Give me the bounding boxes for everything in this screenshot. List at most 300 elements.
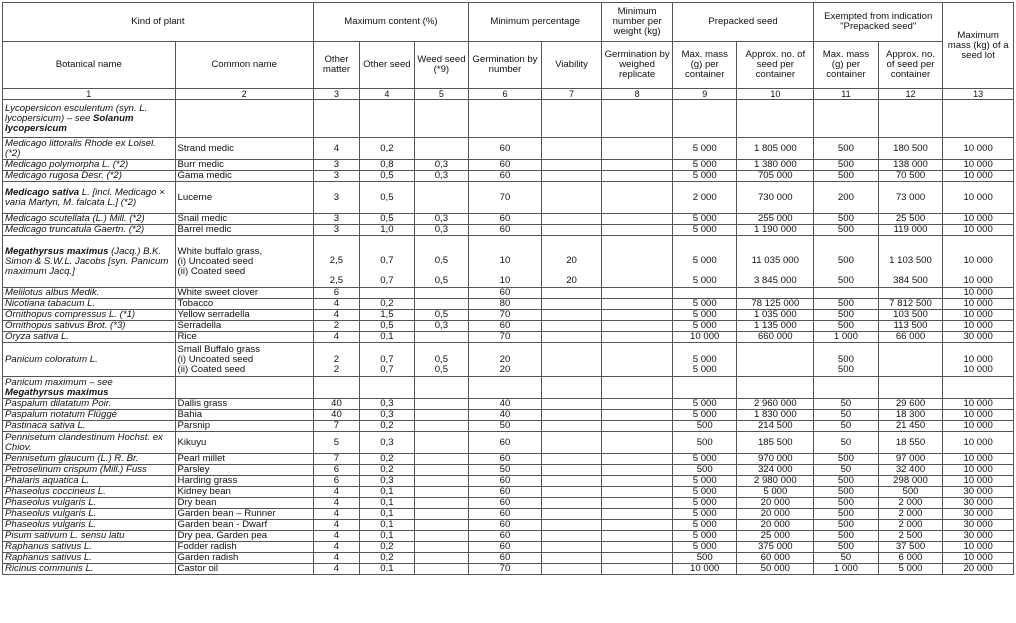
prepacked-approx-cell [737, 100, 814, 138]
max-mass-lot: 10 000 [963, 213, 993, 224]
germination-number: 70 [499, 331, 511, 342]
prepacked-max-mass: 10 000 [690, 331, 720, 342]
table-row [3, 476, 1014, 487]
prepacked-approx: 375 000 [757, 541, 793, 552]
table-row [3, 410, 1014, 421]
col-number: 4 [360, 89, 414, 100]
germination-number-cell [469, 377, 542, 399]
botanical-name-cell [3, 332, 176, 343]
viability-cell [541, 399, 602, 410]
prepacked-max-mass-cell [672, 214, 737, 225]
exempted-max-mass-cell [814, 214, 879, 225]
prepacked-max-mass: 5 000 [692, 497, 717, 508]
other-seed-cell [360, 182, 414, 214]
germination-weighed-cell [602, 542, 673, 553]
max-mass-lot: 10 000 [963, 287, 993, 298]
other-seed: 0,1 [380, 563, 394, 574]
germination-weighed-cell [602, 465, 673, 476]
exempted-max-mass-cell [814, 410, 879, 421]
prepacked-approx-cell [737, 410, 814, 421]
botanical-name-cell [3, 465, 176, 476]
exempted-approx-cell [878, 214, 943, 225]
max-content-header: Maximum content (%) [313, 3, 468, 42]
prepacked-max-mass: 5 000 [692, 541, 717, 552]
prepacked-approx: 25 000 [760, 530, 790, 541]
germination-number: 50 [499, 464, 511, 475]
germination-weighed-cell [602, 310, 673, 321]
common-name-cell [175, 377, 313, 399]
prepacked-approx: 1 135 000 [753, 320, 797, 331]
max-mass-lot-cell [943, 476, 1014, 487]
botanical-name-cell [3, 377, 176, 399]
other-matter-cell [313, 509, 359, 520]
max-mass-lot-cell [943, 553, 1014, 564]
germination-weighed-cell [602, 299, 673, 310]
viability-cell [541, 288, 602, 299]
col-number: 5 [414, 89, 468, 100]
col-number: 11 [814, 89, 879, 100]
weed-seed-cell [414, 225, 468, 236]
other-matter: 3 [333, 191, 340, 203]
table-row [3, 542, 1014, 553]
table-row [3, 498, 1014, 509]
exempted-max-mass-cell [814, 553, 879, 564]
max-mass-lot: 20 000 [963, 563, 993, 574]
exempted-max-mass-cell [814, 343, 879, 377]
exempted-max-mass-cell [814, 432, 879, 454]
table-row [3, 399, 1014, 410]
other-matter-cell [313, 553, 359, 564]
other-seed-cell [360, 498, 414, 509]
germination-number-cell [469, 399, 542, 410]
table-row [3, 310, 1014, 321]
other-seed: 0,2 [380, 541, 394, 552]
prepacked-max-mass: 5 000 [692, 364, 717, 375]
other-seed-cell [360, 564, 414, 575]
botanical-name-cell [3, 138, 176, 160]
common-name: Gama medic [177, 170, 232, 181]
botanical-name: Paspalum notatum Flüggé [5, 409, 117, 420]
common-name: Garden bean - Dwarf [177, 519, 268, 530]
other-matter: 4 [333, 298, 340, 309]
exempted-approx: 298 000 [893, 475, 928, 486]
other-seed: 0,1 [380, 497, 394, 508]
prepacked-approx: 730 000 [757, 191, 793, 203]
prepacked-approx-cell [737, 487, 814, 498]
max-mass-lot-cell [943, 310, 1014, 321]
germination-number-cell [469, 288, 542, 299]
other-seed-cell [360, 487, 414, 498]
other-seed: 0,1 [380, 486, 394, 497]
other-seed: 1,0 [380, 224, 394, 235]
other-matter-cell [313, 520, 359, 531]
germination-weighed-cell [602, 138, 673, 160]
exempted-max-mass-cell [814, 498, 879, 509]
prepacked-max-mass: 5 000 [692, 320, 717, 331]
prepacked-approx-cell [737, 564, 814, 575]
prepacked-approx-cell [737, 553, 814, 564]
botanical-name-bold: Solanum lycopersicum [5, 112, 134, 134]
viability-header: Viability [541, 42, 602, 89]
germination-weighed-cell [602, 553, 673, 564]
other-matter-cell [313, 377, 359, 399]
max-mass-lot-cell [943, 100, 1014, 138]
prepacked-max-mass-cell [672, 343, 737, 377]
weed-seed: 0,3 [434, 320, 449, 331]
exempted-approx-cell [878, 410, 943, 421]
exempted-max-mass-cell [814, 299, 879, 310]
exempted-approx-cell [878, 171, 943, 182]
common-name: Parsley [177, 464, 210, 475]
max-mass-lot-cell [943, 160, 1014, 171]
column-number-row [3, 89, 1014, 100]
germination-number-cell [469, 476, 542, 487]
viability-cell [541, 509, 602, 520]
exempted-approx: 2 000 [898, 497, 923, 508]
other-matter: 4 [333, 563, 340, 574]
max-mass-lot-cell [943, 236, 1014, 288]
other-matter: 7 [333, 420, 340, 431]
weed-seed: 0,3 [434, 213, 449, 224]
germination-weighed-cell [602, 498, 673, 509]
viability-cell [541, 332, 602, 343]
prepacked-approx-cell [737, 454, 814, 465]
exempted-max-mass-cell [814, 288, 879, 299]
viability-cell [541, 138, 602, 160]
prepacked-approx-header: Approx. no. of seed per container [737, 42, 814, 89]
other-matter: 4 [333, 142, 340, 154]
germination-number: 60 [499, 436, 511, 448]
max-mass-lot: 10 000 [963, 436, 993, 448]
max-mass-lot-cell [943, 399, 1014, 410]
max-mass-lot: 30 000 [963, 530, 993, 541]
common-name-cell [175, 236, 313, 288]
botanical-name-cell [3, 182, 176, 214]
other-matter-cell [313, 171, 359, 182]
other-matter: 4 [333, 530, 340, 541]
common-name-cell [175, 432, 313, 454]
prepacked-max-mass-cell [672, 520, 737, 531]
germination-number-cell [469, 236, 542, 288]
table-row [3, 225, 1014, 236]
weed-seed-cell [414, 236, 468, 288]
germination-number-cell [469, 321, 542, 332]
germination-weighed-cell [602, 564, 673, 575]
exempted-approx: 119 000 [893, 224, 928, 235]
exempted-max-mass: 500 [837, 475, 854, 486]
exempted-approx: 21 450 [895, 420, 926, 431]
botanical-name: Pennisetum clandestinum Hochst. ex Chiov. [5, 431, 163, 453]
botanical-name: Pastinaca sativa L. [5, 420, 86, 431]
exempted-max-mass: 50 [840, 420, 852, 431]
germination-number-cell [469, 509, 542, 520]
botanical-name-suffix: L. [incl. Medicago × varia Martyn, M. falcata L.] (*2) [5, 186, 165, 208]
other-seed: 0,3 [380, 409, 394, 420]
prepacked-max-mass-cell [672, 410, 737, 421]
viability-cell [541, 542, 602, 553]
common-name-cell [175, 410, 313, 421]
germination-number-cell [469, 564, 542, 575]
botanical-name: Medicago littoralis Rhode ex Loisel. (*2) [5, 137, 156, 159]
exempted-max-mass: 500 [837, 309, 854, 320]
common-name: Castor oil [177, 563, 219, 574]
exempted-approx: 1 103 500 [889, 255, 932, 266]
exempted-approx: 500 [902, 486, 919, 497]
botanical-name: Panicum coloratum L. [5, 353, 98, 365]
exempted-max-mass-cell [814, 182, 879, 214]
exempted-approx-cell [878, 288, 943, 299]
prepacked-max-mass: 2 000 [692, 191, 717, 203]
weed-seed-cell [414, 410, 468, 421]
max-mass-lot: 10 000 [963, 309, 993, 320]
other-seed-header: Other seed [360, 42, 414, 89]
botanical-name-cell [3, 487, 176, 498]
common-name-cell [175, 454, 313, 465]
max-mass-lot-cell [943, 421, 1014, 432]
germination-weighed-cell [602, 171, 673, 182]
weed-seed-cell [414, 454, 468, 465]
other-seed-cell [360, 236, 414, 288]
germination-number-cell [469, 421, 542, 432]
exempted-approx-cell [878, 509, 943, 520]
prepacked-max-mass: 5 000 [692, 453, 717, 464]
germination-number: 70 [499, 563, 511, 574]
table-header [3, 3, 1014, 100]
max-mass-lot-cell [943, 182, 1014, 214]
botanical-name-cell [3, 299, 176, 310]
col-number: 7 [541, 89, 602, 100]
common-name-cell [175, 509, 313, 520]
exempted-max-mass: 200 [837, 191, 854, 203]
other-seed: 0,3 [380, 398, 394, 409]
botanical-name: Medicago polymorpha L. (*2) [5, 159, 129, 170]
germination-number: 60 [499, 475, 511, 486]
common-name: Snail medic [177, 213, 228, 224]
exempted-max-mass: 500 [837, 541, 854, 552]
weed-seed-cell [414, 498, 468, 509]
other-matter: 40 [331, 398, 342, 409]
viability-cell [541, 410, 602, 421]
exempted-max-mass: 500 [837, 486, 854, 497]
prepacked-approx: 705 000 [757, 170, 793, 181]
exempted-approx: 5 000 [898, 563, 923, 574]
common-name-cell [175, 299, 313, 310]
prepacked-approx: 214 500 [757, 420, 793, 431]
max-mass-lot: 30 000 [963, 508, 993, 519]
germination-number: 60 [499, 170, 511, 181]
other-seed: 0,2 [380, 142, 394, 154]
prepacked-max-mass: 5 000 [692, 519, 717, 530]
prepacked-max-mass-cell [672, 182, 737, 214]
max-mass-lot-cell [943, 520, 1014, 531]
other-seed: 0,5 [380, 170, 394, 181]
other-matter: 2,5 [329, 275, 344, 286]
viability-cell [541, 321, 602, 332]
viability-cell [541, 476, 602, 487]
viability-cell [541, 171, 602, 182]
exempted-max-mass: 500 [837, 453, 854, 464]
exempted-approx-header: Approx. no. of seed per container [878, 42, 943, 89]
common-name: Garden radish [177, 552, 239, 563]
exempted-approx-cell [878, 160, 943, 171]
common-name: White sweet clover [177, 287, 259, 298]
exempted-approx: 66 000 [895, 331, 926, 342]
prepacked-approx-cell [737, 310, 814, 321]
botanical-name-header: Botanical name [3, 42, 176, 89]
other-seed: 0,2 [380, 453, 394, 464]
prepacked-approx: 2 960 000 [753, 398, 797, 409]
exempted-approx: 97 000 [895, 453, 926, 464]
germination-number-cell [469, 498, 542, 509]
germination-number: 70 [499, 191, 511, 203]
prepacked-approx-cell [737, 520, 814, 531]
common-name-cell [175, 332, 313, 343]
max-mass-lot: 30 000 [963, 497, 993, 508]
exempted-approx-cell [878, 225, 943, 236]
botanical-name-bold: Medicago sativa [5, 186, 80, 198]
max-mass-lot: 10 000 [963, 298, 993, 309]
germination-number: 50 [499, 420, 511, 431]
botanical-name-cell [3, 288, 176, 299]
prepacked-approx-cell [737, 498, 814, 509]
exempted-max-mass: 500 [837, 275, 854, 286]
common-name-line: (i) Uncoated seed [177, 353, 254, 365]
max-mass-lot-cell [943, 332, 1014, 343]
weed-seed-cell [414, 553, 468, 564]
germination-weighed-cell [602, 343, 673, 377]
exempted-max-mass: 500 [837, 255, 854, 266]
botanical-name-cell [3, 321, 176, 332]
other-seed-cell [360, 531, 414, 542]
germination-number-cell [469, 225, 542, 236]
other-matter-cell [313, 299, 359, 310]
botanical-name-cell [3, 399, 176, 410]
botanical-name: Phaseolus vulgaris L. [5, 497, 97, 508]
other-matter-cell [313, 476, 359, 487]
table-row [3, 236, 1014, 288]
germination-number-cell [469, 160, 542, 171]
max-mass-lot-header: Maximum mass (kg) of a seed lot [943, 3, 1014, 89]
germination-number-cell [469, 182, 542, 214]
max-mass-lot: 10 000 [963, 552, 993, 563]
other-matter: 2 [333, 364, 340, 375]
germination-number-cell [469, 465, 542, 476]
germination-weighed-cell [602, 410, 673, 421]
viability-cell [541, 564, 602, 575]
max-mass-lot-cell [943, 509, 1014, 520]
other-matter: 4 [333, 519, 340, 530]
common-name: Bahia [177, 409, 203, 420]
col-number: 6 [469, 89, 542, 100]
exempted-approx-cell [878, 236, 943, 288]
weed-seed-cell [414, 321, 468, 332]
prepacked-approx-cell [737, 343, 814, 377]
other-matter: 4 [333, 486, 340, 497]
exempted-approx-cell [878, 299, 943, 310]
exempted-approx-cell [878, 476, 943, 487]
prepacked-approx-cell [737, 377, 814, 399]
other-seed: 0,3 [380, 436, 394, 448]
weed-seed-cell [414, 343, 468, 377]
prepacked-max-mass-cell [672, 399, 737, 410]
other-seed-cell [360, 509, 414, 520]
botanical-name-bold: Megathyrsus maximus [5, 386, 109, 398]
other-matter: 4 [333, 552, 340, 563]
botanical-name-bold-wrap [5, 387, 108, 398]
germination-number: 40 [499, 409, 511, 420]
botanical-name: Melilotus albus Medik. [5, 287, 100, 298]
col-number: 1 [3, 89, 176, 100]
table-row [3, 520, 1014, 531]
table-row [3, 160, 1014, 171]
germination-number-cell [469, 520, 542, 531]
other-seed-cell [360, 553, 414, 564]
exempted-max-mass-cell [814, 564, 879, 575]
other-matter-cell [313, 225, 359, 236]
botanical-name: Nicotiana tabacum L. [5, 298, 96, 309]
germination-number: 20 [499, 354, 511, 365]
germination-weighed-cell [602, 487, 673, 498]
exempted-approx: 70 500 [895, 170, 926, 181]
prepacked-approx: 1 380 000 [753, 159, 797, 170]
other-matter-cell [313, 454, 359, 465]
common-name-cell [175, 542, 313, 553]
prepacked-approx-cell [737, 321, 814, 332]
common-name: Kikuyu [177, 436, 207, 448]
other-matter: 3 [333, 224, 340, 235]
botanical-name: Phaseolus vulgaris L. [5, 508, 97, 519]
other-seed-cell [360, 542, 414, 553]
other-seed: 0,7 [380, 255, 394, 266]
viability-cell [541, 310, 602, 321]
exempted-max-mass: 1 000 [833, 563, 858, 574]
viability-cell [541, 182, 602, 214]
botanical-name-cell [3, 476, 176, 487]
exempted-approx-cell [878, 553, 943, 564]
prepacked-max-mass-cell [672, 531, 737, 542]
germination-number: 80 [499, 298, 511, 309]
weed-seed-cell [414, 531, 468, 542]
other-seed-cell [360, 160, 414, 171]
prepacked-approx-cell [737, 171, 814, 182]
table-row [3, 138, 1014, 160]
common-name: Parsnip [177, 420, 211, 431]
botanical-name: Panicum maximum – see [5, 376, 113, 388]
other-matter: 4 [333, 508, 340, 519]
table-row [3, 531, 1014, 542]
common-name-cell [175, 399, 313, 410]
botanical-name: Ricinus communis L. [5, 563, 94, 574]
prepacked-approx: 1 035 000 [753, 309, 797, 320]
exempted-max-mass-cell [814, 377, 879, 399]
weed-seed: 0,5 [434, 354, 449, 365]
other-seed: 0,2 [380, 552, 394, 563]
exempted-max-mass: 500 [837, 497, 854, 508]
common-name-cell [175, 214, 313, 225]
col-number: 13 [943, 89, 1014, 100]
common-name-header: Common name [175, 42, 313, 89]
germination-number-cell [469, 542, 542, 553]
prepacked-max-mass-cell [672, 332, 737, 343]
prepacked-max-mass: 5 000 [692, 508, 717, 519]
other-matter: 4 [333, 497, 340, 508]
prepacked-max-mass: 5 000 [692, 409, 717, 420]
other-seed: 0,2 [380, 464, 394, 475]
botanical-name-cell [3, 509, 176, 520]
exempted-approx: 37 500 [895, 541, 926, 552]
weed-seed: 0,5 [434, 255, 449, 266]
exempted-max-mass-cell [814, 542, 879, 553]
